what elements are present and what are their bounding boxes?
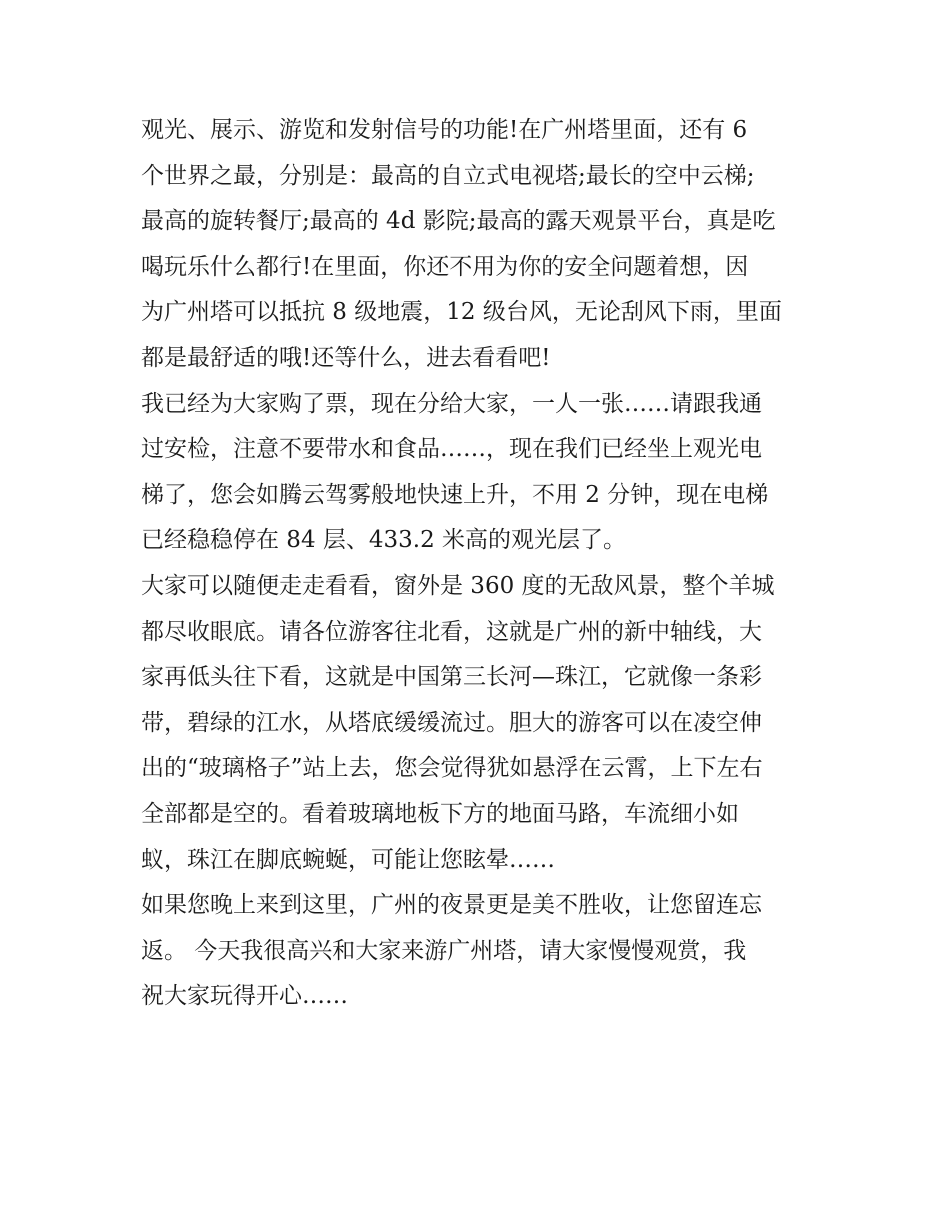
paragraph-2 (141, 382, 813, 564)
text-line: 带，碧绿的江水，从塔底缓缓流过。胆大的游客可以在凌空伸 (141, 709, 762, 736)
text-line: 喝玩乐什么都行!在里面，你还不用为你的安全问题着想，因 (141, 253, 749, 280)
text-line: 如果您晚上来到这里，广州的夜景更是美不胜收，让您留连忘 (141, 892, 762, 919)
text-line: 家再低头往下看，这就是中国第三长河—珠江，它就像一条彩 (141, 664, 762, 691)
paragraph-4 (141, 883, 813, 1020)
text-line: 都是最舒适的哦!还等什么，进去看看吧! (141, 344, 551, 371)
text-line: 我已经为大家购了票，现在分给大家，一人一张……请跟我通 (141, 390, 762, 417)
text-line: 大家可以随便走走看看，窗外是 360 度的无敌风景，整个羊城 (141, 572, 775, 599)
text-line: 已经稳稳停在 84 层、433.2 米高的观光层了。 (141, 527, 627, 554)
text-line: 出的“玻璃格子”站上去，您会觉得犹如悬浮在云霄，上下左右 (141, 755, 763, 782)
text-line: 梯了，您会如腾云驾雾般地快速上升，不用 2 分钟，现在电梯 (141, 481, 769, 508)
text-line: 返。 今天我很高兴和大家来游广州塔，请大家慢慢观赏，我 (141, 937, 747, 964)
text-line: 蚁，珠江在脚底蜿蜒，可能让您眩晕…… (141, 846, 555, 873)
paragraph-1 (141, 108, 813, 382)
text-line: 都尽收眼底。请各位游客往北看，这就是广州的新中轴线，大 (141, 618, 762, 645)
document-body (141, 108, 813, 1020)
text-line: 个世界之最，分别是：最高的自立式电视塔;最长的空中云梯; (141, 162, 755, 189)
text-line: 过安检，注意不要带水和食品……，现在我们已经坐上观光电 (141, 436, 762, 463)
text-line: 最高的旋转餐厅;最高的 4d 影院;最高的露天观景平台，真是吃 (141, 208, 776, 235)
text-line: 全部都是空的。看着玻璃地板下方的地面马路，车流细小如 (141, 800, 739, 827)
text-line: 为广州塔可以抵抗 8 级地震，12 级台风，无论刮风下雨，里面 (141, 299, 782, 326)
text-line: 观光、展示、游览和发射信号的功能!在广州塔里面，还有 6 (141, 117, 748, 143)
text-line: 祝大家玩得开心…… (141, 983, 348, 1010)
paragraph-3 (141, 564, 813, 883)
